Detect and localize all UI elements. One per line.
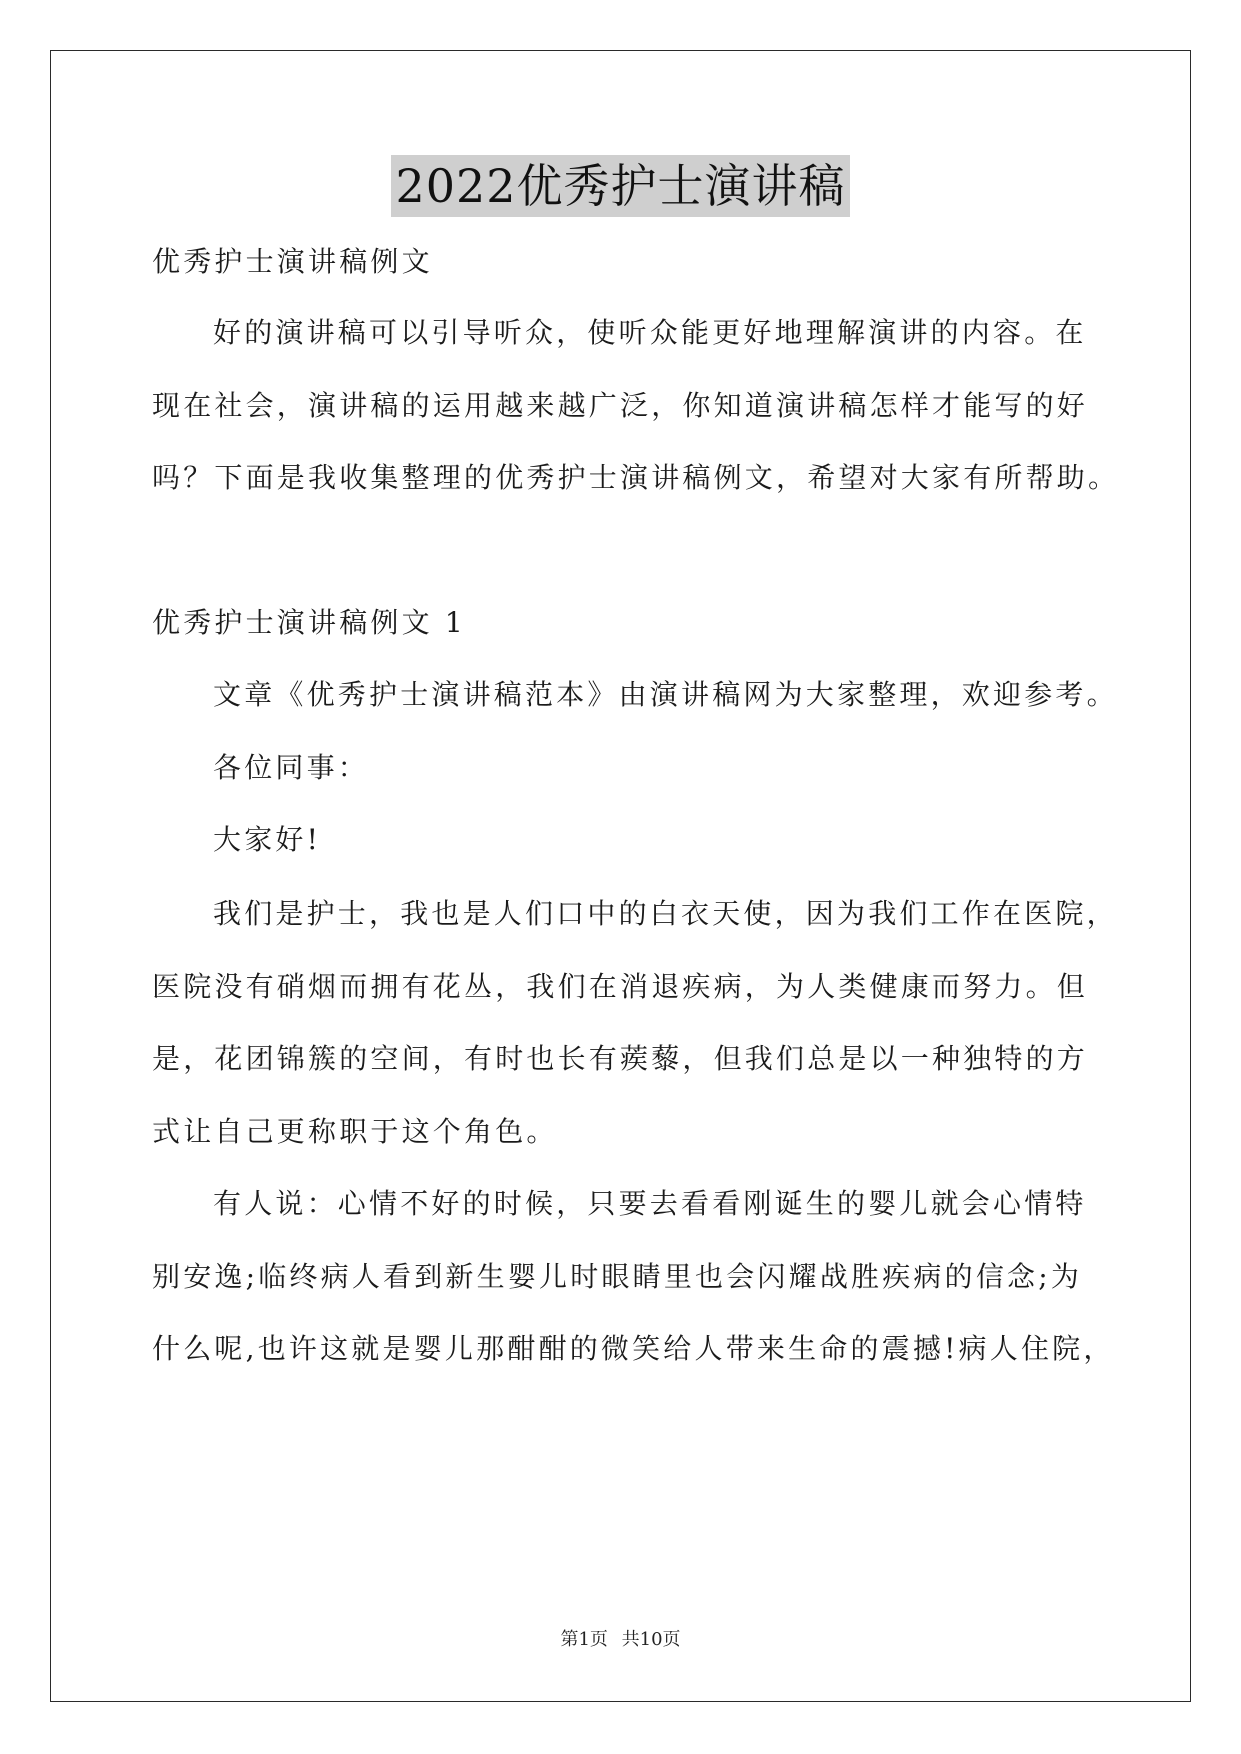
- paragraph-line: 有人说：心情不好的时候，只要去看看刚诞生的婴儿就会心情特: [213, 1187, 1087, 1220]
- paragraph-line: 我们是护士，我也是人们口中的白衣天使，因为我们工作在医院，: [213, 897, 1118, 930]
- section-heading: 优秀护士演讲稿例文 1: [152, 606, 466, 639]
- page-total: 共10页: [621, 1629, 681, 1650]
- paragraph-line: 好的演讲稿可以引导听众，使听众能更好地理解演讲的内容。在: [213, 316, 1087, 349]
- paragraph-line: 是，花团锦簇的空间，有时也长有蒺藜，但我们总是以一种独特的方: [152, 1042, 1089, 1075]
- paragraph-line: 别安逸;临终病人看到新生婴儿时眼睛里也会闪耀战胜疾病的信念;为: [152, 1260, 1083, 1293]
- paragraph-line: 吗？下面是我收集整理的优秀护士演讲稿例文，希望对大家有所帮助。: [152, 461, 1120, 494]
- paragraph-line: 现在社会，演讲稿的运用越来越广泛，你知道演讲稿怎样才能写的好: [152, 389, 1089, 422]
- paragraph-line: 式让自己更称职于这个角色。: [152, 1115, 558, 1148]
- paragraph-line: 什么呢,也许这就是婴儿那酣酣的微笑给人带来生命的震撼!病人住院，: [152, 1332, 1115, 1365]
- section-heading: 优秀护士演讲稿例文: [152, 245, 433, 278]
- paragraph-line: 各位同事：: [213, 751, 370, 784]
- paragraph-line: 大家好!: [213, 823, 322, 856]
- paragraph-line: 文章《优秀护士演讲稿范本》由演讲稿网为大家整理，欢迎参考。: [213, 678, 1118, 711]
- page-number: 第1页: [560, 1629, 608, 1650]
- title-container: [0, 155, 1241, 217]
- page-footer: [0, 1628, 1241, 1652]
- document-title: 2022优秀护士演讲稿: [391, 155, 849, 217]
- paragraph-line: 医院没有硝烟而拥有花丛，我们在消退疾病，为人类健康而努力。但: [152, 970, 1089, 1003]
- page-border: [50, 50, 1191, 1702]
